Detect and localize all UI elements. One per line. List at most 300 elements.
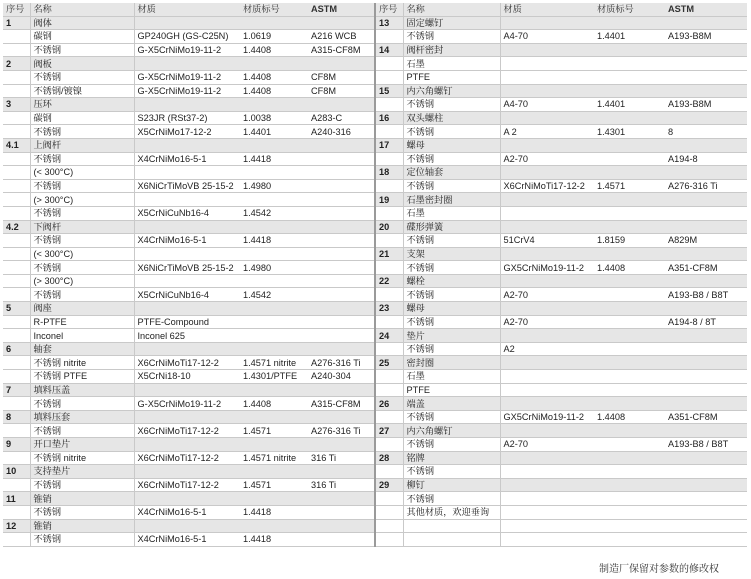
right-cell-astm	[665, 356, 747, 370]
left-cell-material: X6CrNiMoTi17-12-2	[134, 356, 240, 370]
left-cell-standard: 1.4571	[240, 478, 308, 492]
right-cell-no: 16	[375, 111, 403, 125]
right-cell-name: 石墨密封圈	[403, 193, 500, 207]
left-cell-no	[3, 315, 30, 329]
left-cell-no	[3, 30, 30, 44]
right-cell-astm: A276-316 Ti	[665, 179, 747, 193]
right-cell-name: 石墨	[403, 57, 500, 71]
left-cell-standard	[240, 329, 308, 343]
right-cell-material	[500, 43, 594, 57]
left-cell-no	[3, 179, 30, 193]
left-cell-name: 碳钢	[30, 30, 134, 44]
left-cell-material: G-X5CrNiMo19-11-2	[134, 70, 240, 84]
right-cell-material: A2-70	[500, 288, 594, 302]
left-cell-material	[134, 342, 240, 356]
right-cell-material: A2-70	[500, 315, 594, 329]
right-cell-standard	[594, 424, 665, 438]
right-cell-no: 27	[375, 424, 403, 438]
left-cell-material: Inconel 625	[134, 329, 240, 343]
right-cell-no	[375, 438, 403, 452]
right-cell-material: A2-70	[500, 152, 594, 166]
right-cell-astm	[665, 84, 747, 98]
left-cell-name: 不锈钢	[30, 261, 134, 275]
materials-table	[3, 3, 747, 547]
left-cell-astm: CF8M	[308, 84, 375, 98]
right-cell-no	[375, 261, 403, 275]
header-name-right: 名称	[403, 3, 500, 16]
left-cell-no	[3, 234, 30, 248]
table-row	[3, 519, 747, 533]
right-cell-name: 螺栓	[403, 274, 500, 288]
right-cell-no	[375, 383, 403, 397]
table-row	[3, 492, 747, 506]
right-cell-material	[500, 302, 594, 316]
left-cell-name: 不锈钢	[30, 288, 134, 302]
right-cell-no: 24	[375, 329, 403, 343]
right-cell-material	[500, 519, 594, 533]
right-cell-material: 51CrV4	[500, 234, 594, 248]
right-cell-standard: 1.4408	[594, 410, 665, 424]
right-cell-astm	[665, 220, 747, 234]
right-cell-material	[500, 274, 594, 288]
header-row	[3, 3, 747, 16]
left-cell-standard	[240, 315, 308, 329]
left-cell-material: G-X5CrNiMo19-11-2	[134, 84, 240, 98]
right-cell-astm	[665, 274, 747, 288]
right-cell-name: 其他材质，欢迎垂询	[403, 505, 500, 519]
right-cell-astm	[665, 383, 747, 397]
left-cell-name: 填料压盖	[30, 383, 134, 397]
left-cell-standard: 1.4408	[240, 70, 308, 84]
left-cell-astm: CF8M	[308, 70, 375, 84]
right-cell-no	[375, 98, 403, 112]
right-cell-name: 定位轴套	[403, 166, 500, 180]
table-row	[3, 220, 747, 234]
left-cell-no: 7	[3, 383, 30, 397]
right-cell-standard	[594, 383, 665, 397]
left-cell-no: 10	[3, 465, 30, 479]
left-cell-no	[3, 329, 30, 343]
left-cell-no	[3, 478, 30, 492]
left-cell-astm	[308, 519, 375, 533]
left-cell-name: (> 300°C)	[30, 193, 134, 207]
table-row	[3, 166, 747, 180]
right-cell-astm	[665, 16, 747, 30]
right-cell-name: 阀杆密封	[403, 43, 500, 57]
right-cell-standard	[594, 370, 665, 384]
left-cell-standard	[240, 519, 308, 533]
left-cell-material	[134, 247, 240, 261]
left-cell-astm	[308, 247, 375, 261]
right-cell-standard	[594, 16, 665, 30]
left-cell-name: 锥销	[30, 492, 134, 506]
left-cell-name: 不锈钢	[30, 179, 134, 193]
left-cell-material: X6NiCrTiMoVB 25-15-2	[134, 261, 240, 275]
table-row	[3, 505, 747, 519]
left-cell-name: Inconel	[30, 329, 134, 343]
table-row	[3, 70, 747, 84]
left-cell-no: 1	[3, 16, 30, 30]
left-cell-no	[3, 370, 30, 384]
left-cell-standard	[240, 247, 308, 261]
left-cell-material	[134, 193, 240, 207]
table-row	[3, 138, 747, 152]
right-cell-name: 不锈钢	[403, 98, 500, 112]
right-cell-no: 19	[375, 193, 403, 207]
left-cell-material: S23JR (RSt37-2)	[134, 111, 240, 125]
left-cell-standard	[240, 465, 308, 479]
left-cell-standard: 1.4408	[240, 84, 308, 98]
right-cell-standard	[594, 247, 665, 261]
right-cell-astm	[665, 57, 747, 71]
left-cell-name: 轴套	[30, 342, 134, 356]
left-cell-standard: 1.4980	[240, 179, 308, 193]
left-cell-material	[134, 57, 240, 71]
table-row	[3, 111, 747, 125]
left-cell-no	[3, 111, 30, 125]
left-cell-material	[134, 220, 240, 234]
left-cell-material: X4CrNiMo16-5-1	[134, 505, 240, 519]
right-cell-name: 不锈钢	[403, 234, 500, 248]
left-cell-name: (< 300°C)	[30, 166, 134, 180]
left-cell-astm: A216 WCB	[308, 30, 375, 44]
table-row	[3, 465, 747, 479]
right-cell-standard	[594, 302, 665, 316]
footer-note: 制造厂保留对参数的修改权	[599, 564, 719, 575]
right-cell-no	[375, 30, 403, 44]
right-cell-no	[375, 465, 403, 479]
left-cell-name: 不锈钢	[30, 152, 134, 166]
left-cell-material	[134, 16, 240, 30]
left-cell-astm	[308, 505, 375, 519]
table-row	[3, 274, 747, 288]
table-row	[3, 16, 747, 30]
header-no-right: 序号	[375, 3, 403, 16]
right-cell-name: 不锈钢	[403, 179, 500, 193]
right-cell-no: 21	[375, 247, 403, 261]
left-cell-standard: 1.4301/PTFE	[240, 370, 308, 384]
left-cell-no	[3, 125, 30, 139]
left-cell-material: X5CrNi18-10	[134, 370, 240, 384]
right-cell-name	[403, 519, 500, 533]
left-cell-astm	[308, 329, 375, 343]
left-cell-no	[3, 206, 30, 220]
left-cell-name: 不锈钢	[30, 424, 134, 438]
right-cell-standard	[594, 57, 665, 71]
left-cell-material	[134, 492, 240, 506]
right-cell-no: 17	[375, 138, 403, 152]
right-cell-material	[500, 247, 594, 261]
left-cell-material	[134, 519, 240, 533]
table-row	[3, 30, 747, 44]
left-cell-no	[3, 261, 30, 275]
left-cell-no	[3, 70, 30, 84]
left-cell-no	[3, 193, 30, 207]
right-cell-astm: A351-CF8M	[665, 261, 747, 275]
left-cell-standard	[240, 193, 308, 207]
right-cell-standard: 1.4401	[594, 30, 665, 44]
left-cell-astm	[308, 288, 375, 302]
left-cell-standard	[240, 274, 308, 288]
left-cell-standard	[240, 342, 308, 356]
left-cell-material: X4CrNiMo16-5-1	[134, 533, 240, 547]
left-cell-name: 阀座	[30, 302, 134, 316]
right-cell-name: 不锈钢	[403, 288, 500, 302]
table-row	[3, 329, 747, 343]
right-cell-standard	[594, 492, 665, 506]
left-cell-material: X6CrNiMoTi17-12-2	[134, 478, 240, 492]
right-cell-no	[375, 342, 403, 356]
table-row	[3, 424, 747, 438]
left-cell-name: 不锈钢	[30, 397, 134, 411]
right-cell-material: A 2	[500, 125, 594, 139]
left-cell-astm: 316 Ti	[308, 478, 375, 492]
header-no: 序号	[3, 3, 30, 16]
right-cell-material	[500, 329, 594, 343]
header-material: 材质	[134, 3, 240, 16]
right-cell-no	[375, 152, 403, 166]
left-cell-astm	[308, 383, 375, 397]
left-cell-standard: 1.4408	[240, 43, 308, 57]
table-row	[3, 206, 747, 220]
right-cell-astm	[665, 492, 747, 506]
left-cell-astm	[308, 342, 375, 356]
right-cell-name: 支架	[403, 247, 500, 261]
right-cell-astm	[665, 138, 747, 152]
right-cell-astm	[665, 302, 747, 316]
header-name: 名称	[30, 3, 134, 16]
right-cell-standard	[594, 397, 665, 411]
left-cell-material: X5CrNiCuNb16-4	[134, 288, 240, 302]
left-cell-standard: 1.4408	[240, 397, 308, 411]
left-cell-standard	[240, 410, 308, 424]
left-cell-no	[3, 152, 30, 166]
right-cell-no: 18	[375, 166, 403, 180]
right-cell-astm	[665, 451, 747, 465]
table-row	[3, 315, 747, 329]
left-cell-astm	[308, 16, 375, 30]
left-cell-name: 不锈钢	[30, 43, 134, 57]
left-cell-material	[134, 383, 240, 397]
right-cell-material: GX5CrNiMo19-11-2	[500, 410, 594, 424]
left-cell-name: 阀板	[30, 57, 134, 71]
left-cell-material: GP240GH (GS-C25N)	[134, 30, 240, 44]
right-cell-astm: A193-B8 / B8T	[665, 438, 747, 452]
left-cell-no	[3, 505, 30, 519]
right-cell-astm	[665, 465, 747, 479]
left-cell-material: X4CrNiMo16-5-1	[134, 234, 240, 248]
left-cell-astm: A240-316	[308, 125, 375, 139]
left-cell-astm: A315-CF8M	[308, 397, 375, 411]
left-cell-material	[134, 438, 240, 452]
left-cell-standard	[240, 166, 308, 180]
left-cell-no	[3, 288, 30, 302]
right-cell-name	[403, 533, 500, 547]
left-cell-material	[134, 410, 240, 424]
right-cell-name: 内六角螺钉	[403, 424, 500, 438]
right-cell-material	[500, 451, 594, 465]
right-cell-astm	[665, 478, 747, 492]
left-cell-astm	[308, 206, 375, 220]
left-cell-material: G-X5CrNiMo19-11-2	[134, 397, 240, 411]
left-cell-no: 4.1	[3, 138, 30, 152]
right-cell-astm	[665, 193, 747, 207]
left-cell-no: 12	[3, 519, 30, 533]
left-cell-name: 上阀杆	[30, 138, 134, 152]
left-cell-astm	[308, 138, 375, 152]
right-cell-name: 螺母	[403, 138, 500, 152]
left-cell-standard	[240, 16, 308, 30]
right-cell-name: 石墨	[403, 370, 500, 384]
right-cell-standard	[594, 70, 665, 84]
table-row	[3, 43, 747, 57]
left-cell-no	[3, 84, 30, 98]
right-cell-no	[375, 315, 403, 329]
left-cell-standard: 1.4571	[240, 424, 308, 438]
right-cell-material	[500, 193, 594, 207]
left-cell-standard: 1.4418	[240, 152, 308, 166]
header-standard-right: 材质标号	[594, 3, 665, 16]
right-cell-standard	[594, 356, 665, 370]
right-cell-material	[500, 206, 594, 220]
left-cell-material	[134, 465, 240, 479]
right-cell-standard	[594, 533, 665, 547]
right-cell-no: 29	[375, 478, 403, 492]
right-cell-astm	[665, 70, 747, 84]
left-cell-no	[3, 533, 30, 547]
right-cell-astm	[665, 370, 747, 384]
right-cell-material	[500, 383, 594, 397]
left-cell-name: 支持垫片	[30, 465, 134, 479]
left-cell-astm	[308, 234, 375, 248]
left-cell-no: 11	[3, 492, 30, 506]
right-cell-no: 25	[375, 356, 403, 370]
left-cell-astm	[308, 465, 375, 479]
right-cell-astm	[665, 397, 747, 411]
right-cell-no	[375, 410, 403, 424]
right-cell-name: 不锈钢	[403, 465, 500, 479]
right-cell-name: 铭牌	[403, 451, 500, 465]
right-cell-no: 22	[375, 274, 403, 288]
right-cell-no: 14	[375, 43, 403, 57]
left-cell-no: 9	[3, 438, 30, 452]
left-cell-no	[3, 356, 30, 370]
right-cell-name: 螺母	[403, 302, 500, 316]
left-cell-standard: 1.4418	[240, 234, 308, 248]
right-cell-material	[500, 397, 594, 411]
right-cell-no	[375, 179, 403, 193]
table-row	[3, 533, 747, 547]
right-cell-astm: A193-B8 / B8T	[665, 288, 747, 302]
left-cell-standard: 1.4571 nitrite	[240, 451, 308, 465]
left-cell-standard	[240, 220, 308, 234]
right-cell-standard	[594, 111, 665, 125]
right-cell-no	[375, 206, 403, 220]
left-cell-no	[3, 397, 30, 411]
right-cell-standard: 1.8159	[594, 234, 665, 248]
table-row	[3, 370, 747, 384]
right-cell-no	[375, 533, 403, 547]
right-cell-standard	[594, 138, 665, 152]
right-cell-name: 端盖	[403, 397, 500, 411]
left-cell-astm	[308, 315, 375, 329]
right-cell-no: 23	[375, 302, 403, 316]
right-cell-material	[500, 138, 594, 152]
right-cell-astm: A194-8	[665, 152, 747, 166]
left-cell-standard	[240, 98, 308, 112]
table-row	[3, 179, 747, 193]
table-row	[3, 302, 747, 316]
table-row	[3, 478, 747, 492]
left-cell-material	[134, 138, 240, 152]
right-cell-standard: 1.4408	[594, 261, 665, 275]
right-cell-material: X6CrNiMoTi17-12-2	[500, 179, 594, 193]
right-cell-material	[500, 166, 594, 180]
table-row	[3, 451, 747, 465]
left-cell-astm: A315-CF8M	[308, 43, 375, 57]
left-cell-name: 不锈钢	[30, 478, 134, 492]
left-cell-name: 不锈钢	[30, 206, 134, 220]
left-cell-name: 碳钢	[30, 111, 134, 125]
left-cell-astm	[308, 220, 375, 234]
right-cell-material	[500, 370, 594, 384]
right-cell-standard	[594, 478, 665, 492]
right-cell-standard	[594, 342, 665, 356]
left-cell-standard: 1.4980	[240, 261, 308, 275]
right-cell-astm	[665, 519, 747, 533]
right-cell-name: 不锈钢	[403, 125, 500, 139]
table-row	[3, 57, 747, 71]
right-cell-astm: A193-B8M	[665, 30, 747, 44]
left-cell-astm	[308, 193, 375, 207]
left-cell-astm	[308, 152, 375, 166]
right-cell-material	[500, 505, 594, 519]
left-cell-standard	[240, 383, 308, 397]
left-cell-astm: 316 Ti	[308, 451, 375, 465]
left-cell-material	[134, 98, 240, 112]
left-cell-standard: 1.0619	[240, 30, 308, 44]
right-cell-name: 密封圈	[403, 356, 500, 370]
right-cell-material	[500, 70, 594, 84]
right-cell-name: 石墨	[403, 206, 500, 220]
header-standard: 材质标号	[240, 3, 308, 16]
table-row	[3, 438, 747, 452]
right-cell-name: 不锈钢	[403, 315, 500, 329]
left-cell-standard: 1.4542	[240, 288, 308, 302]
left-cell-no	[3, 451, 30, 465]
right-cell-name: 柳钉	[403, 478, 500, 492]
left-cell-material: X5CrNiCuNb16-4	[134, 206, 240, 220]
right-cell-material	[500, 57, 594, 71]
right-cell-astm	[665, 247, 747, 261]
right-cell-standard: 1.4401	[594, 98, 665, 112]
right-cell-material	[500, 478, 594, 492]
left-cell-astm: A283-C	[308, 111, 375, 125]
right-cell-name: PTFE	[403, 383, 500, 397]
left-cell-astm	[308, 57, 375, 71]
left-cell-no	[3, 247, 30, 261]
left-cell-astm	[308, 302, 375, 316]
left-cell-no: 3	[3, 98, 30, 112]
left-cell-name: 不锈钢	[30, 125, 134, 139]
table-row	[3, 125, 747, 139]
table-row	[3, 152, 747, 166]
right-cell-name: 不锈钢	[403, 30, 500, 44]
right-cell-no: 20	[375, 220, 403, 234]
right-cell-material	[500, 533, 594, 547]
left-cell-standard: 1.4542	[240, 206, 308, 220]
left-cell-astm	[308, 410, 375, 424]
